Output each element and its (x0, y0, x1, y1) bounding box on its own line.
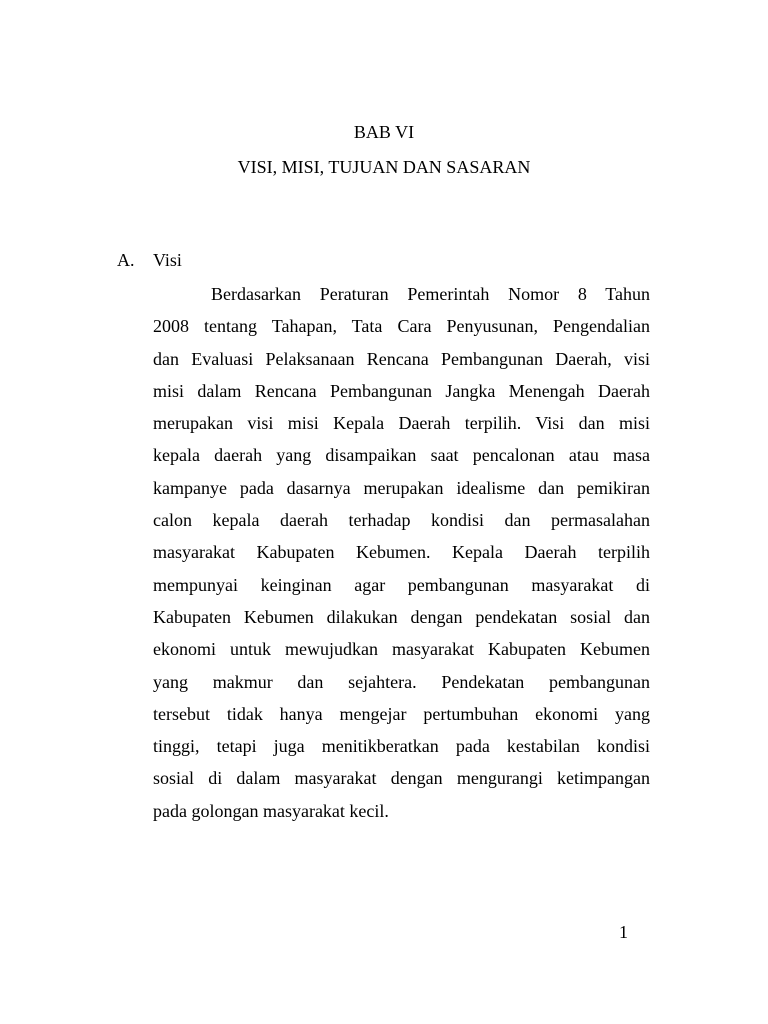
paragraph-line: Kabupaten Kebumen dilakukan dengan pendekatan sosial dan (153, 606, 650, 627)
paragraph-line: calon kepala daerah terhadap kondisi dan permasalahan (153, 510, 650, 531)
paragraph-line: Berdasarkan Peraturan Pemerintah Nomor 8 Tahun (211, 284, 650, 304)
paragraph-line: ekonomi untuk mewujudkan masyarakat Kabupaten Kebumen (153, 639, 650, 660)
chapter-number: BAB VI (353, 122, 415, 142)
paragraph-line: kepala daerah yang disampaikan saat pencalonan atau masa (153, 445, 650, 466)
paragraph-line: masyarakat Kabupaten Kebumen. Kepala Daerah terpilih (153, 542, 650, 563)
paragraph-line: pada golongan masyarakat kecil. (153, 800, 389, 821)
paragraph-line: dan Evaluasi Pelaksanaan Rencana Pembangunan Daerah, visi (153, 348, 650, 369)
paragraph-line: 2008 tentang Tahapan, Tata Cara Penyusunan, Pengendalian (153, 316, 650, 337)
paragraph-line: kampanye pada dasarnya merupakan idealisme dan pemikiran (153, 477, 650, 498)
paragraph-line: merupakan visi misi Kepala Daerah terpilih. Visi dan misi (153, 413, 650, 434)
page-number: 1 (619, 922, 628, 942)
body-paragraph (153, 278, 650, 827)
paragraph-line: yang makmur dan sejahtera. Pendekatan pembangunan (153, 671, 650, 692)
chapter-title: VISI, MISI, TUJUAN DAN SASARAN (237, 157, 531, 177)
section-heading: Visi (153, 250, 182, 270)
paragraph-line: mempunyai keinginan agar pembangunan masyarakat di (153, 574, 650, 595)
section-marker: A. (117, 250, 135, 270)
paragraph-line: tinggi, tetapi juga menitikberatkan pada kestabilan kondisi (153, 736, 650, 757)
paragraph-line: tersebut tidak hanya mengejar pertumbuhan ekonomi yang (153, 703, 650, 724)
paragraph-line: sosial di dalam masyarakat dengan mengurangi ketimpangan (153, 768, 650, 789)
paragraph-line: misi dalam Rencana Pembangunan Jangka Menengah Daerah (153, 380, 650, 401)
